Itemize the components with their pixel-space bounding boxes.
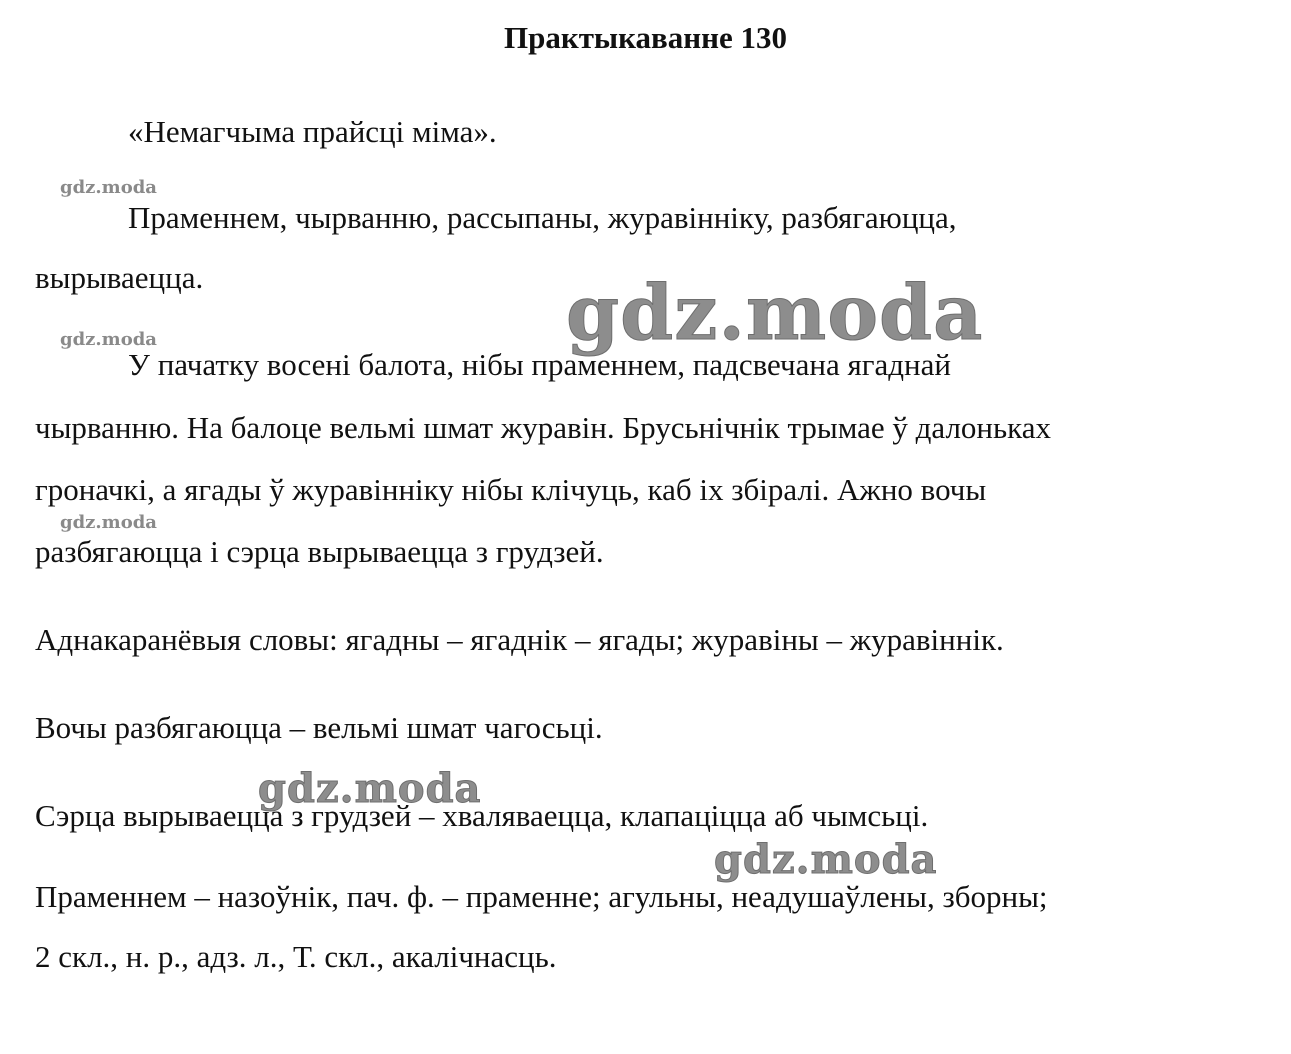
text-line-12: 2 скл., н. р., адз. л., Т. скл., акалічнасць. bbox=[35, 939, 557, 974]
page-title: Практыкаванне 130 bbox=[503, 20, 787, 55]
watermark-small-1: gdz.moda bbox=[60, 177, 157, 198]
watermark-small-3: gdz.moda bbox=[60, 512, 157, 533]
text-line-10: Сэрца вырываецца з грудзей – хваляваецца, клапаціцца аб чымсьці. bbox=[35, 798, 929, 833]
text-line-3: вырываецца. bbox=[35, 260, 204, 295]
watermark-medium-2: gdz.moda bbox=[714, 836, 938, 883]
text-line-2: Праменнем, чырванню, рассыпаны, журавінніку, разбягаюцца, bbox=[128, 200, 957, 235]
watermark-large: gdz.moda bbox=[566, 268, 984, 357]
text-line-8: Аднакаранёвыя словы: ягадны – ягаднік – ягады; журавіны – журавіннік. bbox=[35, 622, 1004, 657]
text-line-1: «Немагчыма прайсці міма». bbox=[128, 114, 497, 149]
text-line-11: Праменнем – назоўнік, пач. ф. – праменне; агульны, неадушаўлены, зборны; bbox=[35, 879, 1048, 914]
text-line-4: У пачатку восені балота, нібы праменнем, падсвечана ягаднай bbox=[128, 347, 951, 382]
watermark-medium-1: gdz.moda bbox=[258, 765, 482, 812]
watermark-small-2: gdz.moda bbox=[60, 329, 157, 350]
text-line-6: гроначкі, а ягады ў журавінніку нібы клічуць, каб іх збіралі. Ажно вочы bbox=[35, 472, 987, 507]
text-line-5: чырванню. На балоце вельмі шмат журавін. Брусьнічнік трымае ў далоньках bbox=[35, 410, 1051, 445]
text-line-9: Вочы разбягаюцца – вельмі шмат чагосьці. bbox=[35, 710, 603, 745]
text-line-7: разбягаюцца і сэрца вырываецца з грудзей. bbox=[35, 534, 604, 569]
